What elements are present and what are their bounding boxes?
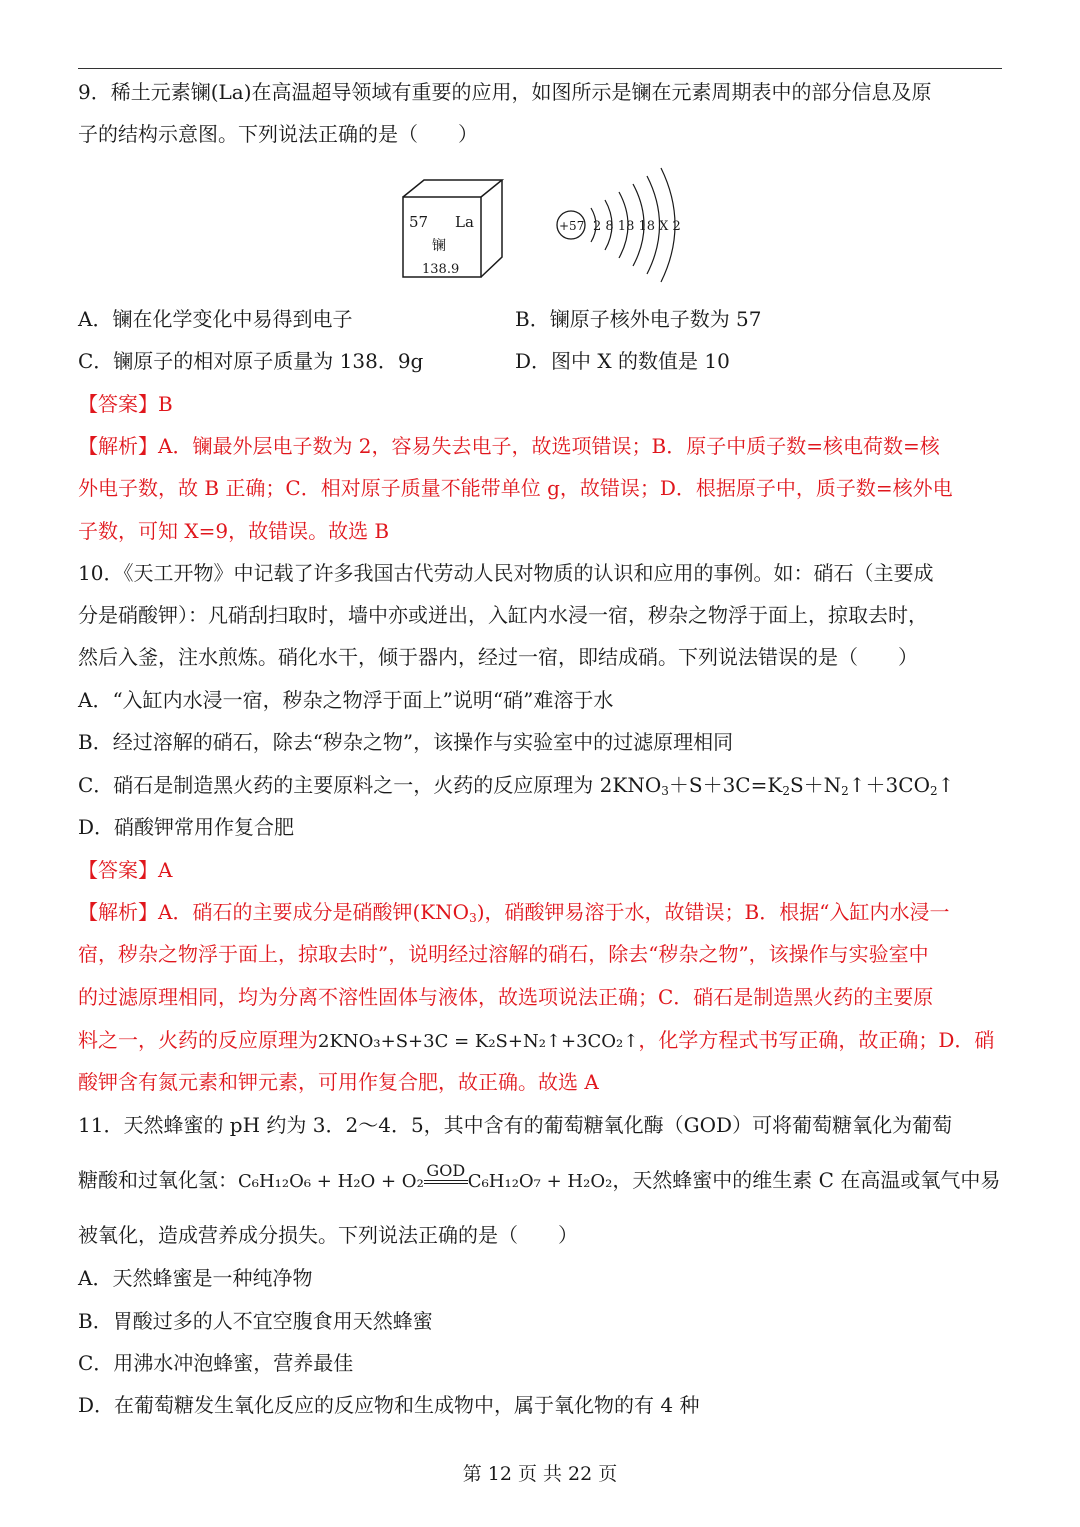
- nucleus-charge: +57: [559, 219, 585, 233]
- atomic-mass: 138.9: [422, 262, 460, 277]
- q9-option-d: D．图中 X 的数值是 10: [515, 349, 730, 373]
- q10-equation: 2KNO₃+S+3C = K₂S+N₂↑+3CO₂↑: [318, 1031, 639, 1052]
- q10-answer: 【答案】A: [78, 858, 173, 882]
- q9-stem-line2: 子的结构示意图。下列说法正确的是（ ）: [78, 122, 478, 146]
- q10-stem-line1: 10．《天工开物》中记载了许多我国古代劳动人民对物质的认识和应用的事例。如：硝石（主要成: [78, 561, 934, 585]
- q11-stem-line2: 糖酸和过氧化氢：C₆H₁₂O₆ + H₂O + O₂ GOD C₆H₁₂O₇ + H₂O₂，天然蜂蜜中的维生素 C 在高温或氧气中易: [78, 1160, 1001, 1192]
- atomic-number: 57: [409, 213, 429, 231]
- q9-answer: 【答案】B: [78, 392, 173, 416]
- q11-option-a: A．天然蜂蜜是一种纯净物: [78, 1266, 313, 1290]
- q11-eq-left: C₆H₁₂O₆ + H₂O + O₂: [238, 1171, 424, 1192]
- q10-option-d: D．硝酸钾常用作复合肥: [78, 815, 295, 839]
- q10-analysis-line3: 的过滤原理相同，均为分离不溶性固体与液体，故选项说法正确；C．硝石是制造黑火药的主要原: [78, 985, 934, 1009]
- header-rule: [78, 68, 1002, 69]
- element-name: 镧: [432, 238, 446, 254]
- q11-option-d: D．在葡萄糖发生氧化反应的反应物和生成物中，属于氧化物的有 4 种: [78, 1393, 700, 1417]
- q11-eq-catalyst: GOD: [424, 1172, 468, 1192]
- q11-option-c: C．用沸水冲泡蜂蜜，营养最佳: [78, 1351, 354, 1375]
- q10-option-a: A．“入缸内水浸一宿，秽杂之物浮于面上”说明“硝”难溶于水: [78, 688, 614, 712]
- q9-analysis-line2: 外电子数，故 B 正确；C．相对原子质量不能带单位 g，故错误；D．根据原子中，质子数=核外电: [78, 476, 953, 500]
- q9-option-b: B．镧原子核外电子数为 57: [515, 307, 762, 331]
- q10-analysis-line4: 料之一，火药的反应原理为2KNO₃+S+3C = K₂S+N₂↑+3CO₂↑，化学方程式书写正确，故正确；D．硝: [78, 1028, 995, 1052]
- q11-option-b: B．胃酸过多的人不宜空腹食用天然蜂蜜: [78, 1309, 433, 1333]
- lanthanum-figure: [395, 160, 695, 285]
- q10-option-c: C．硝石是制造黑火药的主要原料之一，火药的反应原理为 $2KNO_3+S+3C=K_2S+N_2↑+3CO_2↑$: [78, 773, 955, 798]
- q9-stem-line1: 9．稀土元素镧(La)在高温超导领域有重要的应用，如图所示是镧在元素周期表中的部分信息及原: [78, 80, 932, 104]
- page-footer: 第 12 页 共 22 页: [462, 1463, 618, 1485]
- q9-option-c: C．镧原子的相对原子质量为 138．9g: [78, 349, 424, 373]
- q9-analysis-line3: 子数，可知 X=9，故错误。故选 B: [78, 519, 390, 543]
- q10-stem-line2: 分是硝酸钾）：凡硝刮扫取时，墙中亦或迸出，入缸内水浸一宿，秽杂之物浮于面上，掠取去时，: [78, 603, 928, 627]
- electron-counts: 2 8 18 18 X 2: [593, 219, 681, 234]
- q9-option-a: A．镧在化学变化中易得到电子: [78, 307, 353, 331]
- q11-stem-line1: 11．天然蜂蜜的 pH 约为 3．2～4．5，其中含有的葡萄糖氧化酶（GOD）可将葡萄糖氧化为葡萄: [78, 1113, 953, 1137]
- q9-analysis-line1: 【解析】A．镧最外层电子数为 2，容易失去电子，故选项错误；B．原子中质子数=核电荷数=核: [78, 434, 940, 458]
- q10-analysis-line5: 酸钾含有氮元素和钾元素，可用作复合肥，故正确。故选 A: [78, 1070, 599, 1094]
- element-symbol: La: [455, 213, 474, 231]
- q10-analysis-line1: 【解析】A．硝石的主要成分是硝酸钾$(KNO_3)$，硝酸钾易溶于水，故错误；B．根据“入缸内水浸一: [78, 900, 950, 925]
- q11-stem-line3: 被氧化，造成营养成分损失。下列说法正确的是（ ）: [78, 1223, 578, 1247]
- q10-analysis-line2: 宿，秽杂之物浮于面上，掠取去时”，说明经过溶解的硝石，除去“秽杂之物”，该操作与实验室中: [78, 942, 929, 966]
- q10-stem-line3: 然后入釜，注水煎炼。硝化水干，倾于器内，经过一宿，即结成硝。下列说法错误的是（ ）: [78, 645, 918, 669]
- q11-eq-right: C₆H₁₂O₇ + H₂O₂: [467, 1171, 613, 1192]
- q10-option-b: B．经过溶解的硝石，除去“秽杂之物”，该操作与实验室中的过滤原理相同: [78, 730, 734, 754]
